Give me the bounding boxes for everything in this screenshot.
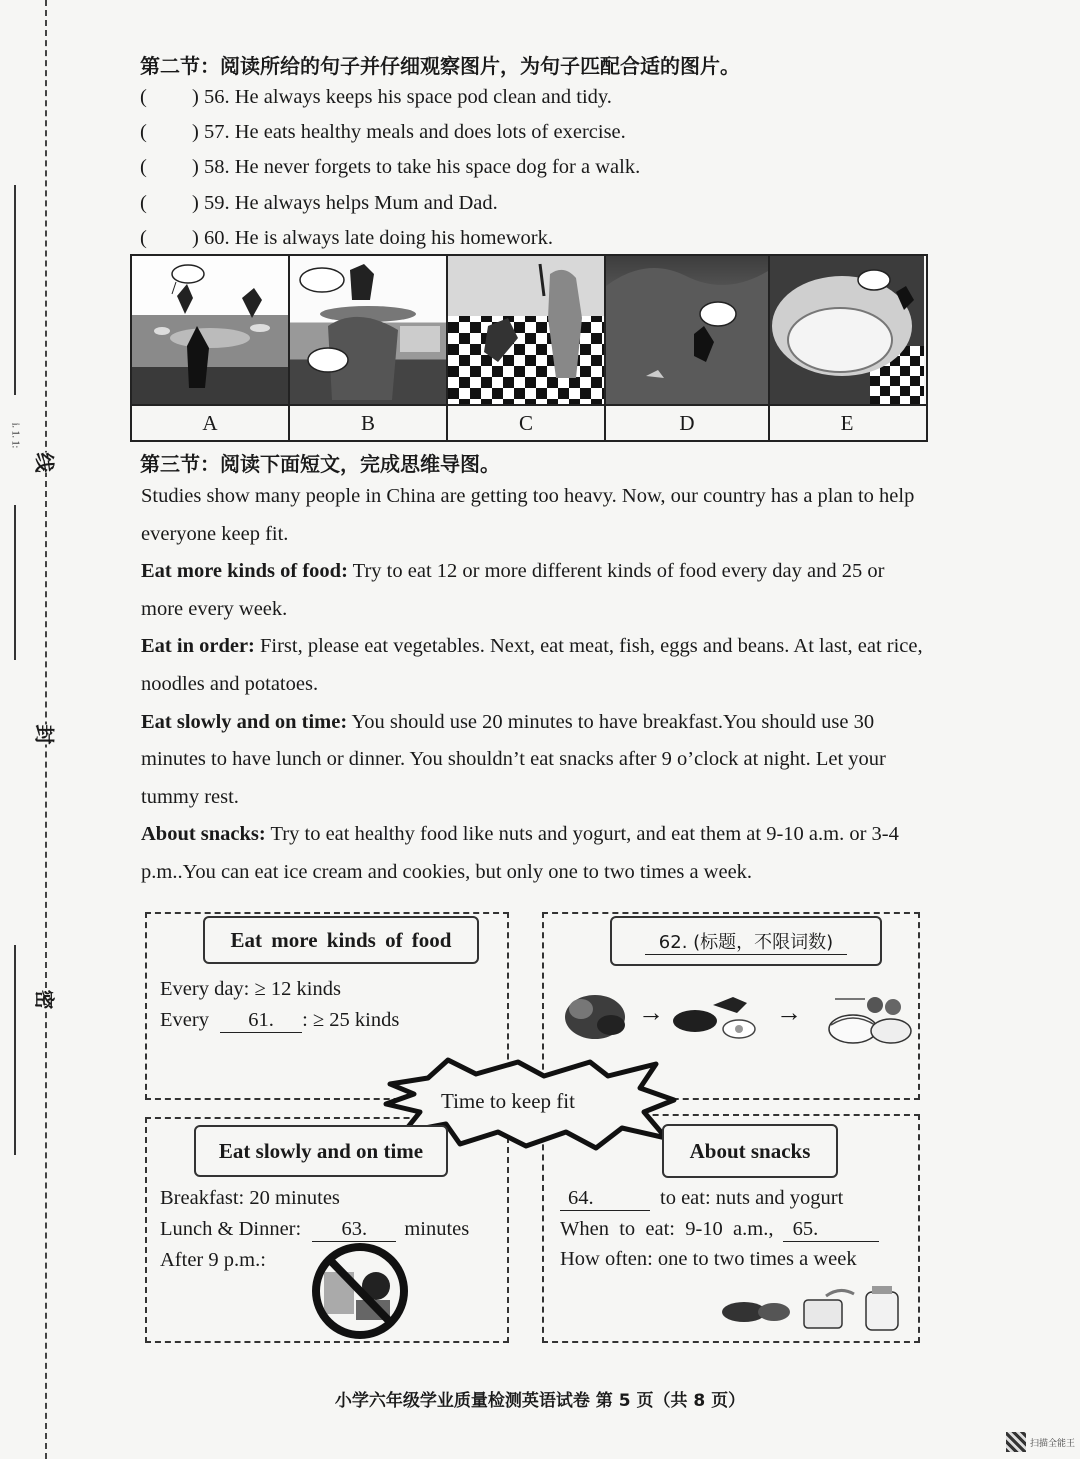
paragraph-lead: Eat slowly and on time: bbox=[141, 710, 348, 733]
kinds-every-day: Every day: ≥ 12 kinds bbox=[160, 978, 341, 1000]
passage-paragraph-2 bbox=[141, 628, 931, 703]
food-order-illustration bbox=[553, 985, 918, 1055]
answer-blank-61[interactable]: 61. bbox=[220, 1009, 302, 1033]
answer-paren-open[interactable]: ( bbox=[140, 121, 147, 143]
watermark-text: 扫描全能王 bbox=[1030, 1438, 1076, 1449]
passage-intro: Studies show many people in China are getting too heavy. Now, our country has a plan to help everyone keep fit. bbox=[141, 485, 915, 545]
rice-noodles-icon bbox=[829, 1015, 877, 1043]
question-57 bbox=[140, 121, 626, 144]
picture-c bbox=[448, 256, 606, 404]
question-text: 58. He never forgets to take his space dog for a walk. bbox=[203, 156, 641, 178]
minutes-label: minutes bbox=[404, 1218, 470, 1240]
side-char-mi: 密 bbox=[32, 990, 61, 1010]
snacks-when-label: When to eat: 9-10 a.m., bbox=[560, 1218, 774, 1240]
picture-label-a: A bbox=[132, 406, 290, 440]
reading-passage bbox=[141, 478, 931, 892]
question-text: 56. He always keeps his space pod clean and tidy. bbox=[203, 86, 612, 108]
question-58 bbox=[140, 156, 640, 179]
answer-paren-open[interactable]: ( bbox=[140, 192, 147, 214]
slowly-title: Eat slowly and on time bbox=[194, 1125, 448, 1177]
answer-blank-64[interactable]: 64. bbox=[560, 1187, 650, 1211]
side-tiny-text: i. 1. 1: bbox=[9, 422, 21, 449]
picture-strip bbox=[130, 254, 928, 442]
paragraph-body: Try to eat healthy food like nuts and yogurt, and eat them at 9-10 a.m. or 3-4 p.m..You can eat ice cream and cookies, but only one to two times a week. bbox=[141, 823, 899, 883]
paragraph-lead: Eat in order: bbox=[141, 635, 255, 658]
slowly-after-9pm: After 9 p.m.: bbox=[160, 1249, 266, 1271]
arrow-right-icon: → bbox=[776, 998, 802, 1027]
picture-label-d: D bbox=[606, 406, 770, 440]
snacks-how-often: How often: one to two times a week bbox=[560, 1248, 857, 1270]
lunch-dinner-label: Lunch & Dinner: bbox=[160, 1218, 302, 1240]
snacks-what-label: to eat: nuts and yogurt bbox=[660, 1187, 844, 1209]
question-56 bbox=[140, 86, 612, 109]
paragraph-lead: Eat more kinds of food: bbox=[141, 560, 348, 583]
snacks-title: About snacks bbox=[662, 1124, 838, 1178]
answer-title-62[interactable] bbox=[610, 916, 882, 966]
picture-label-e: E bbox=[840, 410, 854, 435]
margin-rule-lower bbox=[14, 945, 16, 1155]
question-text: 59. He always helps Mum and Dad. bbox=[203, 192, 498, 214]
page-footer: 小学六年级学业质量检测英语试卷 第 5 页（共 8 页） bbox=[334, 1391, 746, 1411]
paragraph-lead: About snacks: bbox=[141, 823, 266, 846]
margin-rule-top bbox=[14, 185, 16, 395]
slowly-breakfast: Breakfast: 20 minutes bbox=[160, 1187, 340, 1209]
paragraph-body: You should use 20 minutes to have breakfast.You should use 30 minutes to have lunch or dinner. You shouldn’t eat snacks after 9 o’clock at night. Let your tummy rest. bbox=[141, 710, 886, 808]
picture-label-c: C bbox=[448, 406, 606, 440]
question-59 bbox=[140, 192, 498, 215]
side-char-feng: 封 bbox=[32, 725, 61, 745]
passage-paragraph-4 bbox=[141, 816, 931, 891]
no-snacks-icon bbox=[306, 1242, 414, 1340]
scanner-watermark bbox=[1006, 1432, 1075, 1452]
passage-paragraph-1 bbox=[141, 553, 931, 628]
answer-paren-close[interactable]: ) bbox=[192, 86, 199, 108]
snacks-when bbox=[560, 1218, 879, 1242]
answer-paren-open[interactable]: ( bbox=[140, 227, 147, 249]
answer-paren-open[interactable]: ( bbox=[140, 86, 147, 108]
margin-rule-mid bbox=[14, 505, 16, 660]
arrow-right-icon: → bbox=[638, 998, 664, 1027]
picture-label-b: B bbox=[290, 406, 448, 440]
slowly-lunch-dinner bbox=[160, 1218, 469, 1242]
center-title: Time to keep fit bbox=[441, 1089, 575, 1113]
question-60 bbox=[140, 227, 553, 250]
answer-paren-close[interactable]: ) bbox=[192, 227, 199, 249]
question-text: 60. He is always late doing his homework. bbox=[203, 227, 553, 249]
picture-d bbox=[606, 256, 770, 404]
kinds-every-label: Every bbox=[160, 1009, 209, 1031]
section3-heading: 第三节：阅读下面短文，完成思维导图。 bbox=[140, 452, 500, 476]
meat-fish-eggs-icon bbox=[673, 1010, 717, 1032]
kinds-week-suffix: : ≥ 25 kinds bbox=[302, 1009, 400, 1031]
paragraph-body: Try to eat 12 or more different kinds of food every day and 25 or more every week. bbox=[141, 560, 885, 620]
picture-e bbox=[770, 256, 924, 404]
kinds-every-week bbox=[160, 1009, 399, 1033]
paragraph-body: First, please eat vegetables. Next, eat meat, fish, eggs and beans. At last, eat rice, noodles and potatoes. bbox=[141, 635, 923, 695]
picture-a bbox=[132, 256, 290, 404]
answer-blank-65[interactable]: 65. bbox=[783, 1218, 879, 1242]
section2-heading: 第二节：阅读所给的句子并仔细观察图片，为句子匹配合适的图片。 bbox=[140, 54, 740, 78]
picture-b bbox=[290, 256, 448, 404]
side-char-xian: 线 bbox=[32, 453, 61, 473]
answer-paren-close[interactable]: ) bbox=[192, 156, 199, 178]
answer-paren-close[interactable]: ) bbox=[192, 121, 199, 143]
answer-paren-open[interactable]: ( bbox=[140, 156, 147, 178]
kinds-title: Eat more kinds of food bbox=[203, 916, 479, 964]
nuts-yogurt-icon bbox=[714, 1282, 914, 1334]
qr-code-icon bbox=[1006, 1432, 1026, 1452]
question-text: 57. He eats healthy meals and does lots of exercise. bbox=[203, 121, 626, 143]
snacks-what bbox=[560, 1187, 843, 1211]
answer-blank-63[interactable]: 63. bbox=[312, 1218, 396, 1242]
title-62-text: 62. (标题，不限词数) bbox=[645, 928, 847, 955]
answer-paren-close[interactable]: ) bbox=[192, 192, 199, 214]
passage-paragraph-3 bbox=[141, 704, 931, 817]
